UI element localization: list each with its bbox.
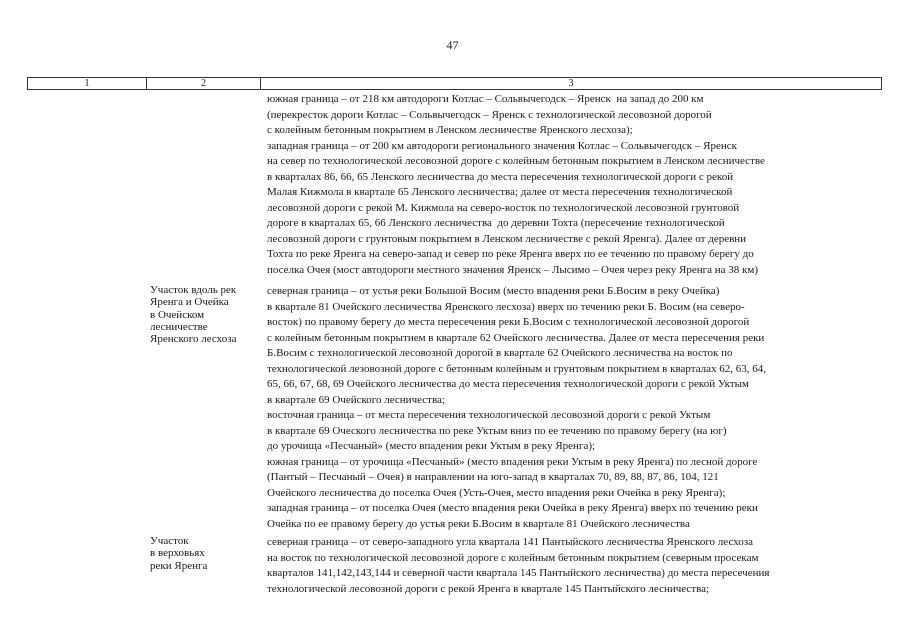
section-text xyxy=(267,92,867,278)
text-line: до урочища «Песчаный» (место впадения реки Уктым в реку Яренга); xyxy=(267,440,596,452)
text-line: технологической лесовозной дороги с рекой Яренга в квартале 145 Пантыйского лесничества; xyxy=(267,582,710,595)
column-header-1: 1 xyxy=(28,78,147,90)
section-label-line: в Очейском xyxy=(150,308,205,321)
text-line: северная граница – от северо-западного угла квартала 141 Пантыйского лесничества Яренского лесхоза xyxy=(267,536,753,548)
text-line: Тохта по реке Яренга на северо-запад и север по реке Яренга вверх по ее течению по правому берегу до xyxy=(267,248,754,260)
section-label-line: Яренского лесхоза xyxy=(150,333,237,346)
section-label xyxy=(150,284,260,345)
text-line: южная граница – от урочища «Песчаный» (место впадения реки Уктым в реку Яренга) по лесной дороге xyxy=(267,455,758,468)
text-line: в квартале 69 Оческого лесничества по реке Уктым вниз по ее течению по правому берегу (на юг) xyxy=(267,424,727,437)
text-line: западная граница – от 200 км автодороги регионального значения Котлас – Сольвычегодск – Яренск xyxy=(267,139,737,152)
text-line: (Пантый – Песчаный – Очея) в направлении на юго-запад в кварталах 70, 89, 88, 87, 86, 104, 121 xyxy=(267,471,719,483)
text-line: восточная граница – от места пересечения технологической лесовозной дороги с рекой Уктым xyxy=(267,409,711,421)
section-label-line: Участок вдоль рек xyxy=(150,284,237,296)
section-label-line: в верховьях xyxy=(150,547,205,560)
text-line: лесовозной дороги с рекой М. Кижмола на северо-восток по технологической лесовозной грунтовой xyxy=(267,201,740,214)
text-line: Б.Восим с технологической лесовозной дорогой в квартале 62 Очейского лесничества на восток по xyxy=(267,347,733,359)
section-label-line: Участок xyxy=(150,535,189,547)
text-line: (перекресток дороги Котлас – Сольвычегодск – Яренск с технологической лесовозной дорогой xyxy=(267,108,712,121)
text-line: 65, 66, 67, 68, 69 Очейского лесничества до места пересечения технологической дороги с рекой Уктым xyxy=(267,378,750,390)
text-line: лесовозной дороги с грунтовым покрытием в Ленском лесничестве с рекой Яренга). Далее от деревни xyxy=(267,232,747,245)
text-line: восток) по правому берегу до места пересечения реки Б.Восим с технологической лесовозной дорогой xyxy=(267,316,750,328)
text-line: технологической лезовозной дороге с бетонным колейным и грунтовым покрытием в кварталах 62, 63, 64, xyxy=(267,362,767,375)
text-line: Очейского лесничества до поселка Очея (Усть-Очея, место впадения реки Очейка в реку Яренга); xyxy=(267,486,726,499)
text-line: в кварталах 86, 66, 65 Ленского лесничества до места пересечения технологической дороги с рекой xyxy=(267,170,734,183)
text-line: Малая Кижмола в квартале 65 Ленского лесничества; далее от места пересечения технологической xyxy=(267,186,733,198)
text-line: с колейным бетонным покрытием в Ленском лесничестве Яренского лесхоза); xyxy=(267,124,633,136)
text-line: в квартале 69 Очейского лесничества; xyxy=(267,393,445,406)
text-line: на север по технологической лесовозной дороге с колейным бетонным покрытием в Ленском лесничестве xyxy=(267,155,765,167)
text-line: северная граница – от устья реки Большой Восим (место впадения реки Б.Восим в реку Очейка) xyxy=(267,285,720,297)
section-label-line: лесничестве xyxy=(150,320,208,333)
section-label-line: реки Яренга xyxy=(150,559,208,572)
section-label xyxy=(150,535,260,572)
column-header-table xyxy=(27,77,882,90)
column-header-3: 3 xyxy=(261,78,882,90)
text-line: южная граница – от 218 км автодороги Котлас – Сольвычегодск – Яренск на запад до 200 км xyxy=(267,93,704,105)
column-header-2: 2 xyxy=(147,78,261,90)
section-label-line: Яренга и Очейка xyxy=(150,296,229,309)
section-text xyxy=(267,535,867,597)
column-header-row xyxy=(28,78,882,90)
page-number: 47 xyxy=(446,38,459,52)
text-line: с колейным бетонным покрытием в квартале 62 Очейского лесничества. Далее от места пересечения реки xyxy=(267,331,765,344)
text-line: западная граница – от поселка Очея (место впадения реки Очейка в реку Яренга) вверх по течению реки xyxy=(267,502,758,514)
text-line: Очейка по ее правому берегу до устья реки Б.Восим в квартале 81 Очейского лесничества xyxy=(267,517,690,530)
text-line: на восток по технологической лесовозной дороге с колейным бетонным покрытием (северным просекам xyxy=(267,551,759,564)
section-text xyxy=(267,284,867,532)
text-line: поселка Очея (мост автодороги местного значения Яренск – Лысимо – Очея через реку Яренга на 38 км) xyxy=(267,263,759,276)
text-line: кварталов 141,142,143,144 и северной части квартала 145 Пантыйского лесничества) до места пересечения xyxy=(267,567,770,579)
text-line: в квартале 81 Очейского лесничества Яренского лесхоза) вверх по течению реки Б. Восим (на северо- xyxy=(267,300,745,313)
text-line: дороге в кварталах 65, 66 Ленского лесничества до деревни Тохта (пересечение технологической xyxy=(267,217,725,229)
